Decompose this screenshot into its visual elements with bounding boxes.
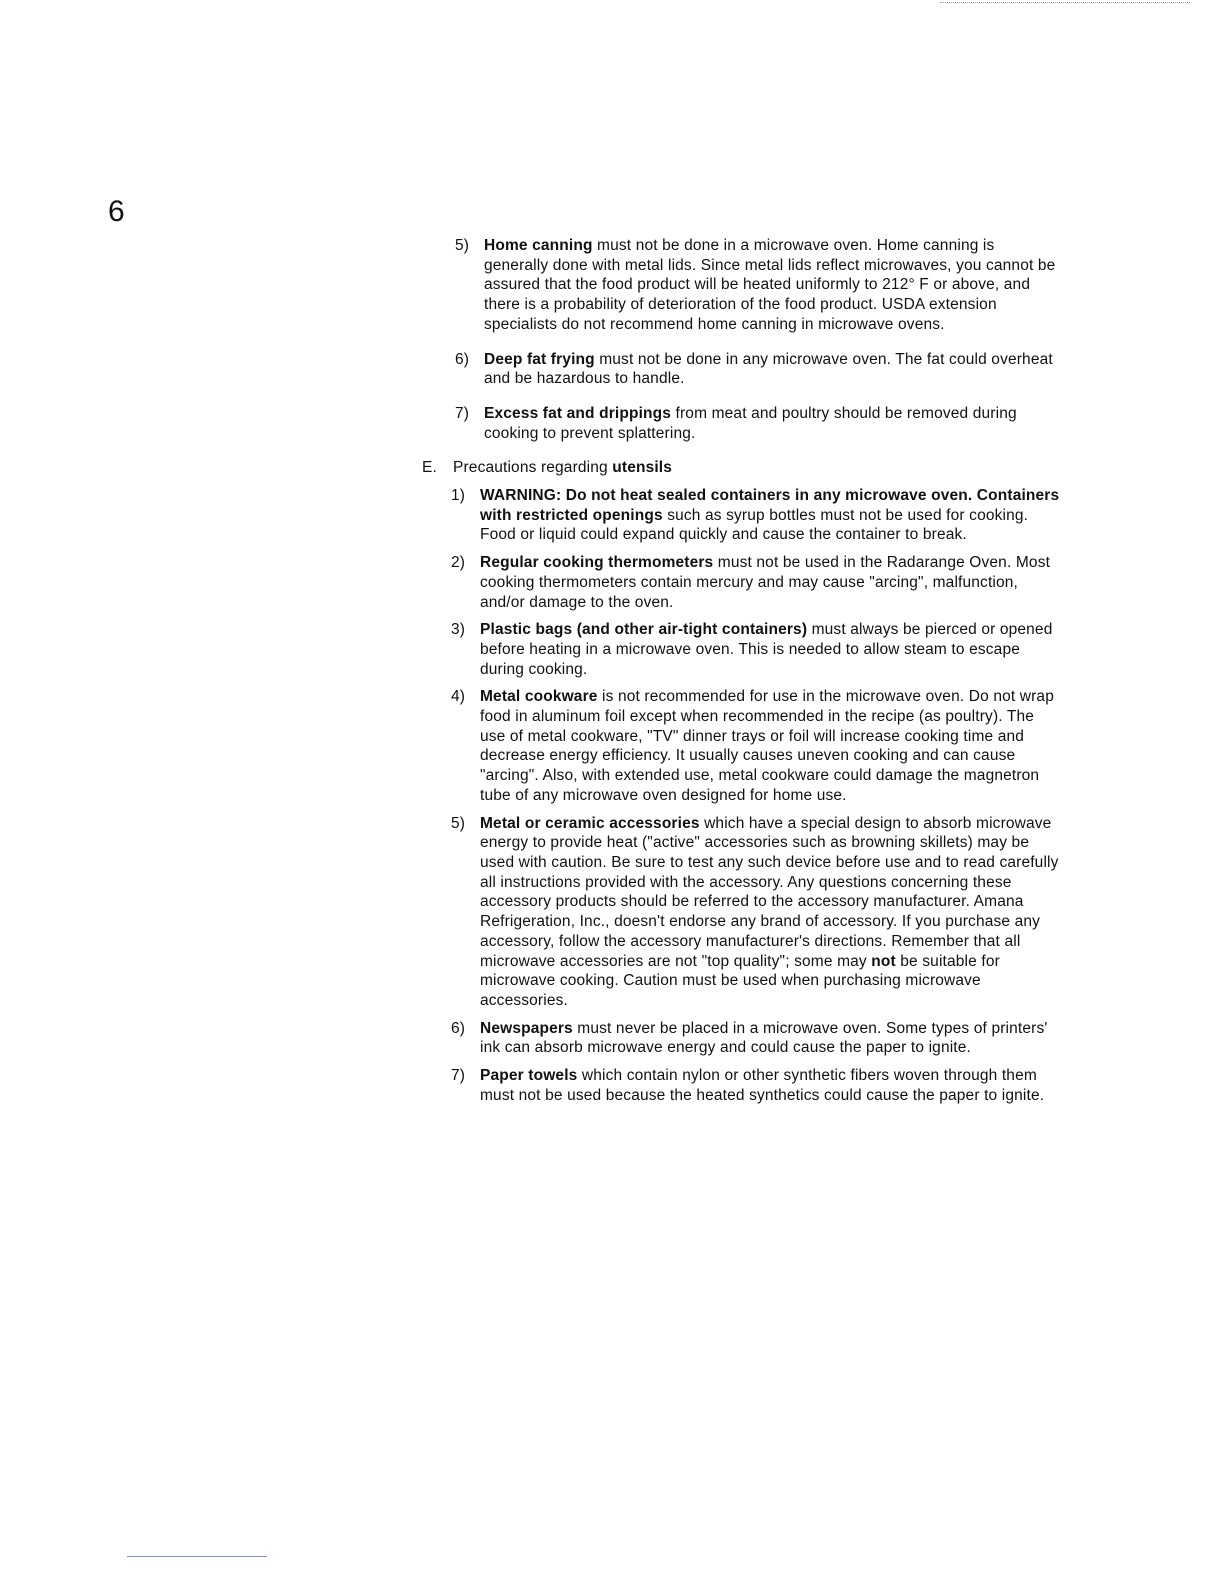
document-body <box>422 236 1062 1113</box>
item-number: 3) <box>451 621 466 639</box>
item-text: must not be done in a microwave oven. Home canning is generally done with metal lids. Since metal lids reflect microwaves, you cannot be assured that the food product will be heated uniformly to 212° F or above, and there is a probability of deterioration of the food product. USDA extension specialists do not recommend home canning in microwave ovens. <box>484 237 1056 333</box>
item-text: is not recommended for use in the microwave oven. Do not wrap food in aluminum foil except when recommended in the recipe (as poultry). The use of metal cookware, "TV" dinner trays or foil will increase cooking time and decrease energy efficiency. It usually causes uneven cooking and can cause "arcing". Also, with extended use, metal cookware could damage the magnetron tube of any microwave oven designed for home use. <box>480 688 1054 804</box>
item-heading: WARNING: Do not heat sealed containers in any microwave oven. Containers with restricted openings <box>480 487 1060 524</box>
item-text: which have a special design to absorb microwave energy to provide heat ("active" accessories such as browning skillets) may be used with caution. Be sure to test any such device before use and to read carefully all instructions provided with the accessory. Any questions concerning these accessory products should be referred to the accessory manufacturer. Amana Refrigeration, Inc., doesn't endorse any brand of accessory. If you purchase any accessory, follow the accessory manufacturer's directions. Remember that all microwave accessories are not "top quality"; some may <box>480 814 1059 970</box>
item-heading: Metal or ceramic accessories <box>480 814 700 832</box>
item-heading: Deep fat frying <box>484 350 595 368</box>
section-e-heading <box>422 458 1062 478</box>
item-text: must not be used in the Radarange Oven. Most cooking thermometers contain mercury and may cause "arcing", malfunction, and/or damage to the oven. <box>480 554 1051 611</box>
item-emphasis: not <box>871 952 896 970</box>
top-scan-rule <box>940 2 1190 3</box>
item-text: must never be placed in a microwave oven. Some types of printers' ink can absorb microwave energy and could cause the paper to ignite. <box>480 1019 1048 1057</box>
list-item-accessories <box>418 814 1062 1011</box>
utensils-list <box>418 486 1062 1105</box>
item-heading: Newspapers <box>480 1019 573 1037</box>
section-letter: E. <box>422 459 437 477</box>
item-heading: Metal cookware <box>480 688 598 706</box>
item-text: must always be pierced or opened before heating in a microwave oven. This is needed to allow steam to escape during cooking. <box>480 621 1053 678</box>
item-text: such as syrup bottles must not be used for cooking. Food or liquid could expand quickly and cause the container to break. <box>480 506 1029 544</box>
item-heading: Paper towels <box>480 1067 578 1085</box>
section-text: Precautions regarding <box>453 459 613 477</box>
list-item-paper-towels <box>418 1066 1062 1105</box>
list-item-home-canning <box>422 236 1062 335</box>
item-text: must not be done in any microwave oven. The fat could overheat and be hazardous to handle. <box>484 350 1053 388</box>
item-heading: Regular cooking thermometers <box>480 554 714 572</box>
item-number: 5) <box>455 237 470 254</box>
item-number: 1) <box>451 487 466 505</box>
bottom-scan-rule <box>127 1556 267 1557</box>
item-heading: Home canning <box>484 237 593 254</box>
list-item-metal-cookware <box>418 687 1062 805</box>
list-item-plastic-bags <box>418 620 1062 679</box>
item-number: 2) <box>451 554 466 572</box>
item-number: 7) <box>455 404 470 422</box>
item-heading: Plastic bags (and other air-tight containers) <box>480 621 808 639</box>
item-number: 5) <box>451 814 466 832</box>
list-item-sealed-containers <box>418 486 1062 545</box>
item-heading: Excess fat and drippings <box>484 404 672 422</box>
section-keyword: utensils <box>612 459 673 477</box>
list-item-newspapers <box>418 1019 1062 1058</box>
list-item-deep-fat-frying <box>422 350 1062 389</box>
item-text: which contain nylon or other synthetic fibers woven through them must not be used because the heated synthetics could cause the paper to ignite. <box>480 1067 1045 1104</box>
item-number: 4) <box>451 688 466 706</box>
item-text-continued: be suitable for microwave cooking. Caution must be used when purchasing microwave accessories. <box>480 952 1000 1009</box>
list-item-excess-fat <box>422 404 1062 443</box>
item-number: 6) <box>455 350 470 368</box>
item-number: 7) <box>451 1067 466 1085</box>
item-number: 6) <box>451 1019 466 1037</box>
page-number: 6 <box>108 195 125 228</box>
item-text: from meat and poultry should be removed during cooking to prevent splattering. <box>484 404 1017 442</box>
list-item-thermometers <box>418 553 1062 612</box>
